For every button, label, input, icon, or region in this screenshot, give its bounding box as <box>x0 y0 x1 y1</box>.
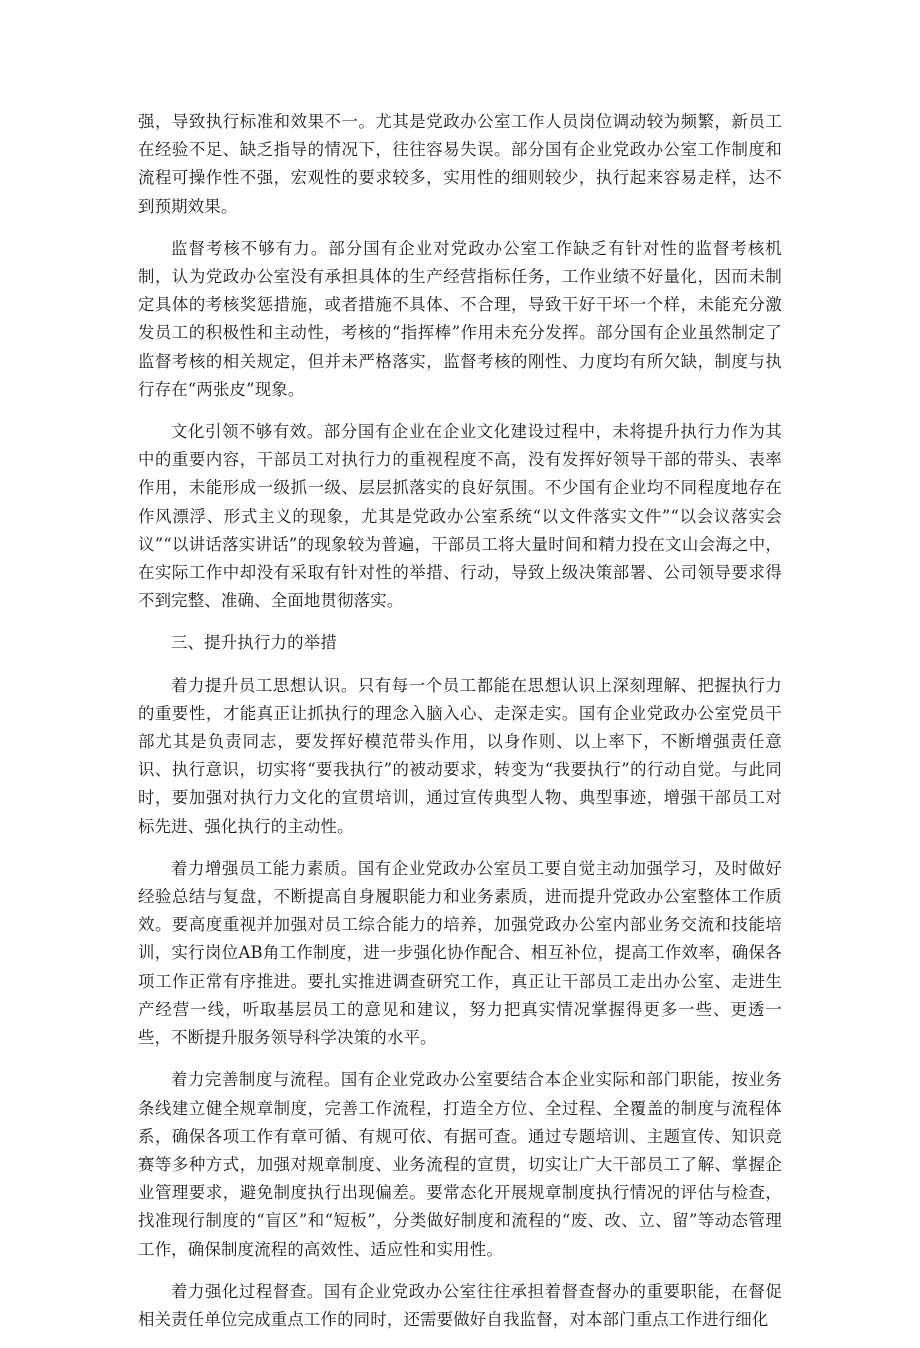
paragraph-supervision-process: 着力强化过程督查。国有企业党政办公室往往承担着督查督办的重要职能，在督促相关责任单位完成重点工作的同时，还需要做好自我监督，对本部门重点工作进行细化 <box>138 1281 782 1329</box>
section-heading: 三、提升执行力的举措 <box>171 633 337 653</box>
paragraph-culture: 文化引领不够有效。部分国有企业在企业文化建设过程中，未将提升执行力作为其中的重要内容，干部员工对执行力的重视程度不高，没有发挥好领导干部的带头、表率作用，未能形成一级抓一级、层层抓落实的良好氛围。不少国有企业均不同程度地存在作风漂浮、形式主义的现象，尤其是党政办公室系统“以文件落实文件”“以会议落实会议”“以讲话落实讲话”的现象较为普遍，干部员工将大量时间和精力投在文山会海之中，在实际工作中却没有采取有针对性的举措、行动，导致上级决策部署、公司领导要求得不到完整、准确、全面地贯彻落实。 <box>138 422 782 611</box>
paragraph-thinking: 着力提升员工思想认识。只有每一个员工都能在思想认识上深刻理解、把握执行力的重要性，才能真正让抓执行的理念入脑入心、走深走实。国有企业党政办公室党员干部尤其是负责同志，要发挥好模范带头作用，以身作则、以上率下，不断增强责任意识、执行意识，切实将“要我执行”的被动要求，转变为“我要执行”的行动自觉。与此同时，要加强对执行力文化的宣贯培训，通过宣传典型人物、典型事迹，增强干部员工对标先进、强化执行的主动性。 <box>138 675 782 836</box>
paragraph-supervision: 监督考核不够有力。部分国有企业对党政办公室工作缺乏有针对性的监督考核机制，认为党政办公室没有承担具体的生产经营指标任务，工作业绩不好量化，因而未制定具体的考核奖惩措施，或者措施不具体、不合理，导致干好干坏一个样，未能充分激发员工的积极性和主动性，考核的“指挥棒”作用未充分发挥。部分国有企业虽然制定了监督考核的相关规定，但并未严格落实，监督考核的刚性、力度均有所欠缺，制度与执行存在“两张皮”现象。 <box>138 238 782 399</box>
document-page <box>138 108 782 1348</box>
paragraph-continuation: 强，导致执行标准和效果不一。尤其是党政办公室工作人员岗位调动较为频繁，新员工在经验不足、缺乏指导的情况下，往往容易失误。部分国有企业党政办公室工作制度和流程可操作性不强，宏观性的要求较多，实用性的细则较少，执行起来容易走样，达不到预期效果。 <box>138 112 782 216</box>
paragraph-ability: 着力增强员工能力素质。国有企业党政办公室员工要自觉主动加强学习，及时做好经验总结与复盘，不断提高自身履职能力和业务素质，进而提升党政办公室整体工作质效。要高度重视并加强对员工综合能力的培养，加强党政办公室内部业务交流和技能培训，实行岗位AB角工作制度，进一步强化协作配合、相互补位，提高工作效率，确保各项工作正常有序推进。要扎实推进调查研究工作，真正让干部员工走出办公室、走进生产经营一线，听取基层员工的意见和建议，努力把真实情况掌握得更多一些、更透一些，不断提升服务领导科学决策的水平。 <box>138 858 782 1048</box>
paragraph-system: 着力完善制度与流程。国有企业党政办公室要结合本企业实际和部门职能，按业务条线建立健全规章制度，完善工作流程，打造全方位、全过程、全覆盖的制度与流程体系，确保各项工作有章可循、有规可依、有据可查。通过专题培训、主题宣传、知识竞赛等多种方式，加强对规章制度、业务流程的宣贯，切实让广大干部员工了解、掌握企业管理要求，避免制度执行出现偏差。要常态化开展规章制度执行情况的评估与检查，找准现行制度的“盲区”和“短板”，分类做好制度和流程的“废、改、立、留”等动态管理工作，确保制度流程的高效性、适应性和实用性。 <box>138 1070 782 1259</box>
